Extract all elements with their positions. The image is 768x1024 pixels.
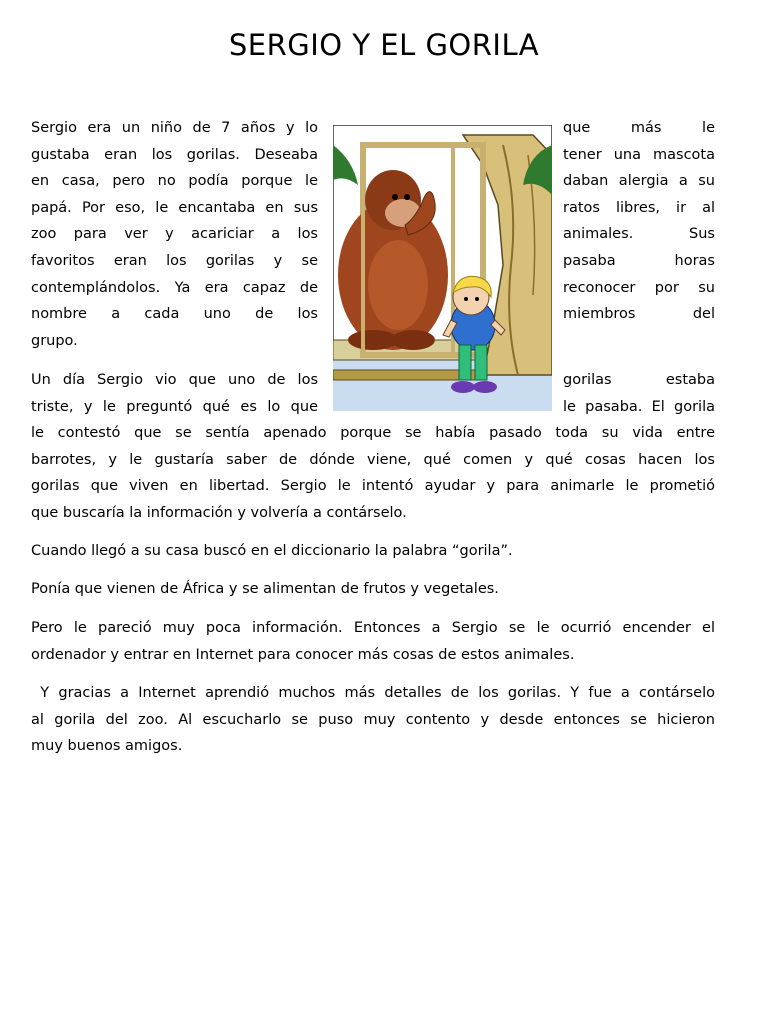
text-line: animales. Sus — [563, 226, 715, 243]
text-line: Y gracias a Internet aprendió muchos más detalles de los gorilas. Y fue a contárselo — [31, 685, 715, 701]
text-line: nombre a cada uno de los — [31, 306, 318, 323]
text-line: que buscaría la información y volvería a contárselo. — [31, 504, 407, 521]
text-line: gustaba eran los gorilas. Deseaba — [31, 146, 318, 163]
text-line: muy buenos amigos. — [31, 738, 183, 755]
paragraph-1-right-column — [563, 115, 715, 328]
text-line: gorilas que viven en libertad. Sergio le intentó ayudar y para animarle le prometió — [31, 478, 715, 495]
paragraph-1-left-column — [31, 115, 318, 354]
paragraph-6 — [31, 680, 715, 760]
paragraph-2-right-column — [563, 367, 715, 420]
paragraph-2-left-column — [31, 367, 318, 420]
text-line: daban alergia a su — [563, 173, 715, 190]
text-line: barrotes, y le gustaría saber de dónde viene, qué comen y qué cosas hacen los — [31, 451, 715, 468]
text-line: contemplándolos. Ya era capaz de — [31, 279, 318, 296]
text-line: ratos libres, ir al — [563, 199, 715, 216]
paragraph-3 — [31, 538, 715, 565]
text-line: Cuando llegó a su casa buscó en el diccionario la palabra “gorila”. — [31, 543, 513, 559]
text-line: tener una mascota — [563, 146, 715, 163]
text-line: ordenador y entrar en Internet para conocer más cosas de estos animales. — [31, 646, 575, 663]
text-line: triste, y le preguntó qué es lo que — [31, 398, 318, 415]
paragraph-2-continuation — [31, 420, 715, 526]
paragraph-4 — [31, 576, 715, 603]
text-line: pasaba horas — [563, 252, 715, 269]
text-line: en casa, pero no podía porque le — [31, 173, 318, 190]
text-line: miembros del — [563, 306, 715, 323]
text-line: gorilas estaba — [563, 372, 715, 388]
text-line: Un día Sergio vio que uno de los — [31, 372, 318, 388]
text-line: le pasaba. El gorila — [563, 398, 715, 415]
text-line: grupo. — [31, 332, 78, 349]
paragraph-5 — [31, 615, 715, 668]
text-line: papá. Por eso, le encantaba en sus — [31, 199, 318, 216]
text-line: reconocer por su — [563, 279, 715, 296]
page-title: SERGIO Y EL GORILA — [228, 28, 540, 62]
gorilla-zoo-illustration — [333, 125, 552, 411]
text-line: Ponía que vienen de África y se alimentan de frutos y vegetales. — [31, 581, 499, 597]
text-line: Sergio era un niño de 7 años y lo — [31, 120, 318, 136]
text-line: que más le — [563, 120, 715, 136]
text-line: Pero le pareció muy poca información. Entonces a Sergio se le ocurrió encender el — [31, 620, 715, 636]
text-line: le contestó que se sentía apenado porque se había pasado toda su vida entre — [31, 425, 715, 441]
text-line: zoo para ver y acariciar a los — [31, 226, 318, 243]
text-line: favoritos eran los gorilas y se — [31, 252, 318, 269]
text-line: al gorila del zoo. Al escucharlo se puso muy contento y desde entonces se hicieron — [31, 711, 715, 728]
